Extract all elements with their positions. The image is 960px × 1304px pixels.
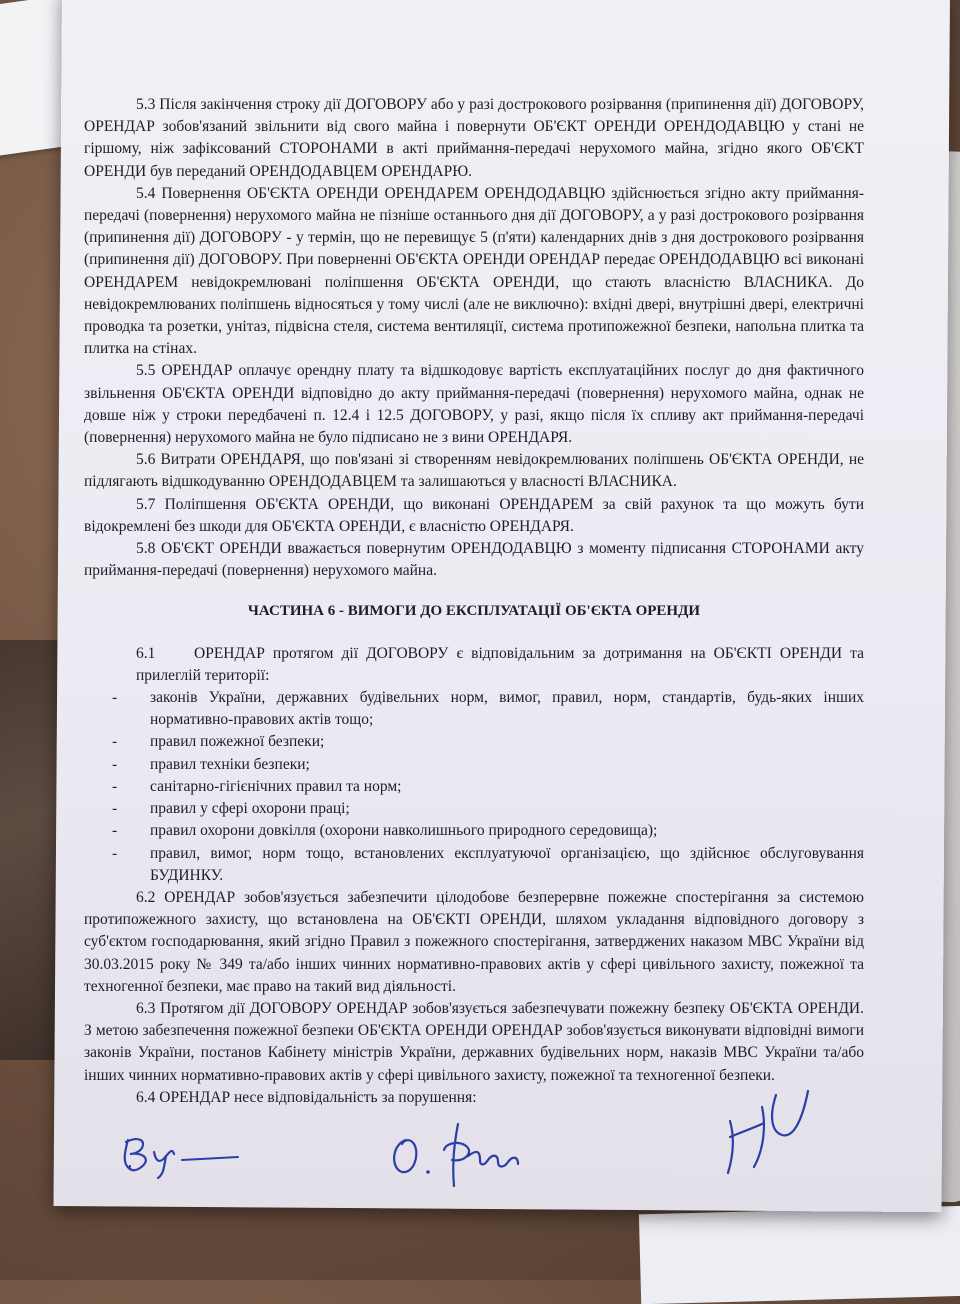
clause-5-7: 5.7 Поліпшення ОБ'ЄКТА ОРЕНДИ, що виконані ОРЕНДАРЕМ за свій рахунок та що можуть бути відокремлені без шкоди для ОБ'ЄКТА ОРЕНДИ, є власністю ОРЕНДАРЯ.	[84, 495, 864, 535]
clause-6-3: 6.3 Протягом дії ДОГОВОРУ ОРЕНДАР зобов'язується забезпечувати пожежну безпеку ОБ'ЄКТА ОРЕНДИ. З метою забезпечення пожежної безпеки ОБ'ЄКТА ОРЕНДИ ОРЕНДАР зобов'язується виконувати відповідні вимоги законів України, постанов Кабінету міністрів України, державних будівельних норм, наказів МВС України та/або інших чинних нормативно-правових актів у сфері цивільного захисту, пожежної та техногенної безпеки.	[84, 999, 864, 1084]
clause-6-1-list	[84, 687, 864, 887]
clause-6-2: 6.2 ОРЕНДАР зобов'язується забезпечити цілодобове безперервне пожежне спостерігання за системою протипожежного захисту, що встановлена на ОБ'ЄКТІ ОРЕНДИ, шляхом укладання відповідного договору з суб'єктом господарювання, який згідно Правил з пожежного спостерігання, затверджених наказом МВС України від 30.03.2015 року № 349 та/або інших чинних нормативно-правових актів у сфері цивільного захисту, пожежної та техногенної безпеки, має право на такий вид діяльності.	[84, 888, 864, 995]
list-item: - законів України, державних будівельних норм, вимог, правил, норм, стандартів, будь-яких інших нормативно-правових актів тощо;	[112, 687, 864, 731]
signature-middle	[384, 1120, 554, 1190]
clause-5-4: 5.4 Повернення ОБ'ЄКТА ОРЕНДИ ОРЕНДАРЕМ ОРЕНДОДАВЦЮ здійснюється згідно акту приймання-передачі (повернення) нерухомого майна не пізніше останнього дня дії ДОГОВОРУ, а у разі дострокового розірвання (припинення дії) ДОГОВОРУ - у термін, що не перевищує 5 (п'яти) календарних днів з дня дострокового розірвання (припинення дії) ДОГОВОРУ. При поверненні ОБ'ЄКТА ОРЕНДИ ОРЕНДАР передає ОРЕНДОДАВЦЮ всі виконані ОРЕНДАРЕМ невідокремлювані поліпшення ОБ'ЄКТА ОРЕНДИ, що стають власністю ВЛАСНИКА. До невідокремлюваних поліпшень відносяться у тому числі (але не виключно): вхідні двері, внутрішні двері, електричні проводка та розетки, унітаз, підвісна стеля, система вентиляції, система протипожежної безпеки, напольна плитка та плитка на стінах.	[84, 184, 864, 358]
section-6-heading: ЧАСТИНА 6 - ВИМОГИ ДО ЕКСПЛУАТАЦІЇ ОБ'ЄКТА ОРЕНДИ	[247, 603, 701, 620]
list-item: - правил, вимог, норм тощо, встановлених експлуатуючої організацією, що здійснює обслуговування БУДИНКУ.	[112, 843, 864, 887]
signature-left	[120, 1130, 250, 1180]
list-item: - правил у сфері охорони праці;	[112, 798, 864, 820]
list-item: - санітарно-гігієнічних правил та норм;	[112, 776, 864, 798]
clause-5-3: 5.3 Після закінчення строку дії ДОГОВОРУ або у разі дострокового розірвання (припинення дії) ДОГОВОРУ, ОРЕНДАР зобов'язаний звільнити від свого майна і повернути ОБ'ЄКТ ОРЕНДИ ОРЕНДОДАВЦЮ у стані не гіршому, ніж зафіксований СТОРОНАМИ в акті приймання-передачі нерухомого майна, згідно якого ОБ'ЄКТ ОРЕНДИ був переданий ОРЕНДОДАВЦЕМ ОРЕНДАРЮ.	[84, 96, 864, 180]
clause-6-4: 6.4 ОРЕНДАР несе відповідальність за порушення:	[136, 1088, 477, 1106]
list-item: - правил техніки безпеки;	[112, 754, 864, 776]
signature-right	[710, 1083, 820, 1183]
background-sheet-bottom	[639, 1206, 960, 1304]
document-body	[84, 94, 864, 1109]
list-item: - правил пожежної безпеки;	[112, 731, 864, 753]
clause-6-1	[84, 643, 864, 687]
clause-6-1-number: 6.1	[136, 644, 156, 662]
clause-6-1-intro: ОРЕНДАР протягом дії ДОГОВОРУ є відповідальним за дотримання на ОБ'ЄКТІ ОРЕНДИ та прилеглій території:	[136, 644, 864, 684]
clause-5-8: 5.8 ОБ'ЄКТ ОРЕНДИ вважається повернутим ОРЕНДОДАВЦЮ з моменту підписання СТОРОНАМИ акту приймання-передачі (повернення) нерухомого майна.	[84, 540, 864, 580]
signatures-area	[62, 1095, 950, 1205]
clause-5-5: 5.5 ОРЕНДАР оплачує орендну плату та відшкодовує вартість експлуатаційних послуг до дня фактичного звільнення ОБ'ЄКТА ОРЕНДИ відповідно до акту приймання-передачі (повернення) нерухомого майна, однак не довше ніж у строки передбачені п. 12.4 і 12.5 ДОГОВОРУ, у разі, якщо після їх спливу акт приймання-передачі (повернення) нерухомого майна не було підписано не з вини ОРЕНДАРЯ.	[84, 362, 864, 447]
clause-5-6: 5.6 Витрати ОРЕНДАРЯ, що пов'язані зі створенням невідокремлюваних поліпшень ОБ'ЄКТА ОРЕНДИ, не підлягають відшкодуванню ОРЕНДОДАВЦЕМ та залишаються у власності ВЛАСНИКА.	[84, 451, 864, 491]
list-item: - правил охорони довкілля (охорони навколишнього природного середовища);	[112, 820, 864, 842]
